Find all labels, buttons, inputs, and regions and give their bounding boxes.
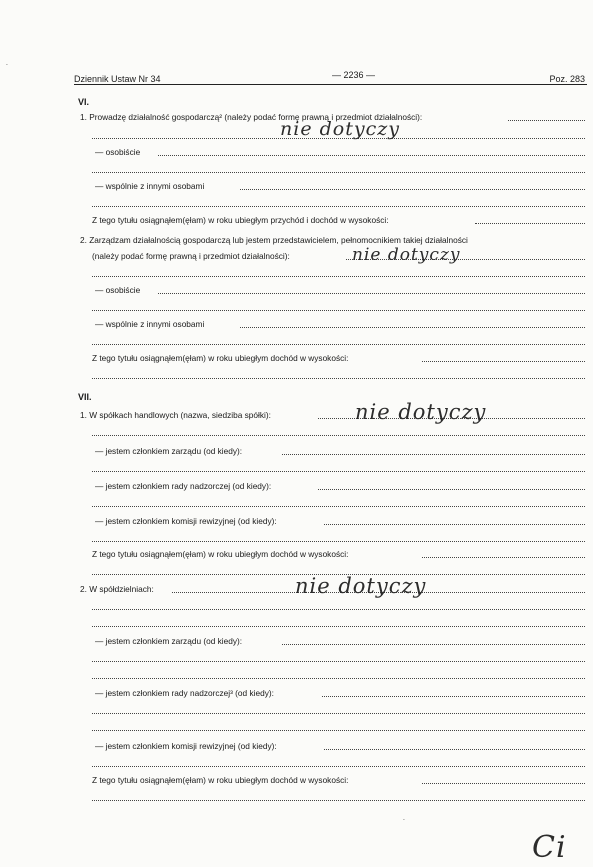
vii-2-rada-line-3 bbox=[92, 730, 585, 731]
vii-1-komisja-line-2 bbox=[92, 541, 585, 542]
vii-2-fill-line-3 bbox=[92, 626, 585, 627]
vii-1-zarzad-line bbox=[282, 454, 585, 455]
vii-1-rada-line bbox=[318, 489, 585, 490]
vi-1-wspolnie-label: — wspólnie z innymi osobami bbox=[95, 181, 205, 191]
vii-2-komisja-line bbox=[324, 749, 585, 750]
vii-2-zarzad-line-2 bbox=[92, 661, 585, 662]
vii-2-komisja-label: — jestem członkiem komisji rewizyjnej (od kiedy): bbox=[95, 741, 277, 751]
vii-1-income-line bbox=[422, 557, 585, 558]
vi-2-income-line-2 bbox=[92, 378, 585, 379]
scan-speck-2: · bbox=[403, 817, 405, 824]
vii-2-zarzad-line bbox=[282, 644, 585, 645]
vii-2-rada-line-2 bbox=[92, 713, 585, 714]
vii-2-fill-line-2 bbox=[92, 609, 585, 610]
vi-1-osobiscie-line-2 bbox=[92, 172, 585, 173]
vii-1-fill-line-2 bbox=[92, 435, 585, 436]
scan-speck: · bbox=[6, 62, 8, 69]
signature-mark: Ci bbox=[532, 830, 567, 865]
section-vii-title: VII. bbox=[78, 392, 92, 402]
vii-1-label: 1. W spółkach handlowych (nazwa, siedziba spółki): bbox=[80, 410, 271, 420]
vi-1-income-label: Z tego tytułu osiągnąłem(ęłam) w roku ubiegłym przychód i dochód w wysokości: bbox=[92, 215, 389, 225]
vi-2-label-2: (należy podać formę prawną i przedmiot działalności): bbox=[92, 251, 290, 261]
header-rule bbox=[74, 84, 587, 85]
vi-1-label: 1. Prowadzę działalność gospodarczą² (należy podać formę prawną i przedmiot działalności): bbox=[80, 112, 423, 122]
vii-2-income-line-2 bbox=[92, 800, 585, 801]
vii-2-income-label: Z tego tytułu osiągnąłem(ęłam) w roku ubiegłym dochód w wysokości: bbox=[92, 775, 349, 785]
vi-1-osobiscie-label: — osobiście bbox=[95, 147, 141, 157]
vii-2-zarzad-label: — jestem członkiem zarządu (od kiedy): bbox=[95, 636, 243, 646]
vii-2-handwriting: nie dotyczy bbox=[295, 574, 427, 598]
vii-2-label: 2. W spółdzielniach: bbox=[80, 584, 154, 594]
vii-2-income-line bbox=[422, 783, 585, 784]
vi-1-handwriting: nie dotyczy bbox=[280, 118, 400, 140]
page-header bbox=[74, 70, 585, 84]
vii-1-handwriting: nie dotyczy bbox=[355, 400, 487, 424]
vi-1-osobiscie-line bbox=[158, 155, 585, 156]
position-number: Poz. 283 bbox=[549, 74, 585, 84]
vii-1-income-label: Z tego tytułu osiągnąłem(ęłam) w roku ubiegłym dochód w wysokości: bbox=[92, 549, 349, 559]
vi-2-osobiscie-label: — osobiście bbox=[95, 285, 141, 295]
vii-1-komisja-line bbox=[324, 524, 585, 525]
vii-1-komisja-label: — jestem członkiem komisji rewizyjnej (od kiedy): bbox=[95, 516, 277, 526]
vii-2-rada-label: — jestem członkiem rady nadzorczej³ (od kiedy): bbox=[95, 688, 274, 698]
vi-2-wspolnie-label: — wspólnie z innymi osobami bbox=[95, 319, 205, 329]
vi-1-wspolnie-line bbox=[240, 189, 585, 190]
vi-1-wspolnie-line-2 bbox=[92, 206, 585, 207]
vi-2-label: 2. Zarządzam działalnością gospodarczą lub jestem przedstawicielem, pełnomocnikiem takiej działalności bbox=[80, 235, 468, 245]
vi-2-income-label: Z tego tytułu osiągnąłem(ęłam) w roku ubiegłym dochód w wysokości: bbox=[92, 353, 349, 363]
vii-1-zarzad-line-2 bbox=[92, 471, 585, 472]
vi-2-osobiscie-line bbox=[158, 293, 585, 294]
journal-title: Dziennik Ustaw Nr 34 bbox=[74, 74, 161, 84]
section-vi-title: VI. bbox=[78, 97, 90, 107]
vii-2-rada-line bbox=[322, 696, 585, 697]
vi-2-income-line bbox=[422, 361, 585, 362]
vi-2-handwriting: nie dotyczy bbox=[352, 245, 461, 265]
vi-2-osobiscie-line-2 bbox=[92, 310, 585, 311]
vi-2-wspolnie-line bbox=[240, 327, 585, 328]
vii-1-zarzad-label: — jestem członkiem zarządu (od kiedy): bbox=[95, 446, 243, 456]
vi-1-income-line bbox=[475, 223, 585, 224]
vii-2-zarzad-line-3 bbox=[92, 678, 585, 679]
vi-1-fill-line bbox=[508, 120, 585, 121]
vii-2-komisja-line-2 bbox=[92, 766, 585, 767]
page-number: — 2236 — bbox=[332, 70, 376, 80]
vii-1-rada-label: — jestem członkiem rady nadzorczej (od kiedy): bbox=[95, 481, 272, 491]
vi-2-wspolnie-line-2 bbox=[92, 344, 585, 345]
vii-1-rada-line-2 bbox=[92, 506, 585, 507]
vi-2-fill-line-2 bbox=[92, 276, 585, 277]
